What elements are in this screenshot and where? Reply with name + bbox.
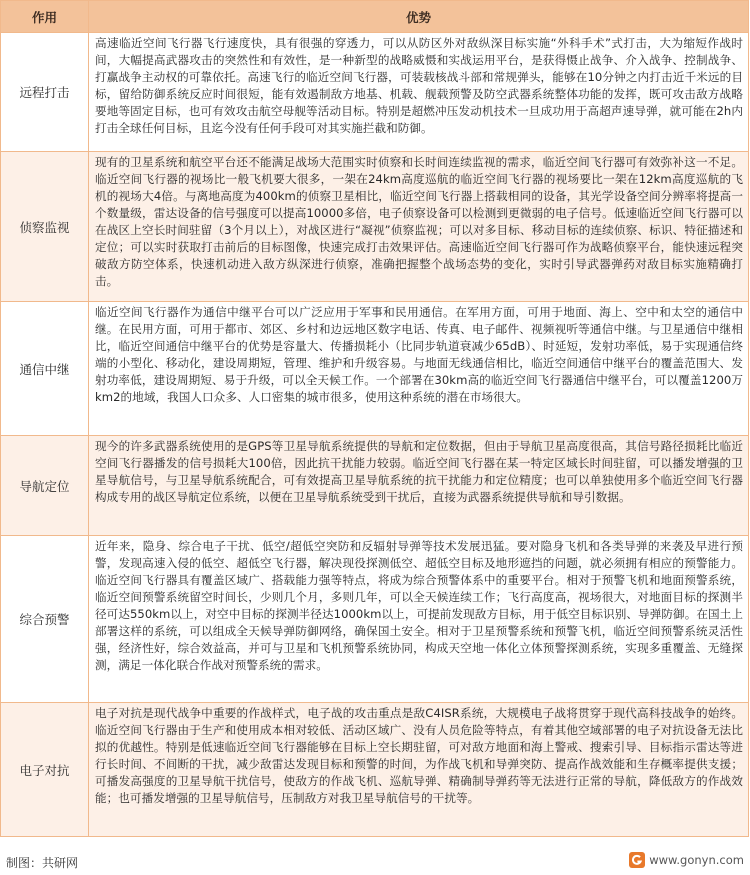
advantage-cell: 临近空间飞行器作为通信中继平台可以广泛应用于军事和民用通信。在军用方面，可用于地面、海上、空中和太空的通信中继。在民用方面，可用于都市、郊区、乡村和边远地区数字电话、传真、电子邮件、视频视听等通信中继。与卫星通信中继相比，临近空间通信中继平台的优势是容量大、传播损耗小（比同步轨道衰减少65dB）、时延短，发射功率低，易于实现通信终端的小型化、移动化，建设周期短，管理、维护和升级容易。与地面无线通信相比，临近空间通信中继平台的覆盖范围大、发射功率低，建设周期短、易于升级，可以全天候工作。一个部署在30km高的临近空间飞行器通信中继平台，可以覆盖1200万km2的地域，我国人口众多、人口密集的城市很多，使用这种系统的潜在市场很大。 bbox=[89, 302, 749, 436]
advantage-cell: 高速临近空间飞行器飞行速度快，具有很强的穿透力，可以从防区外对敌纵深目标实施“外科手术”式打击，大为缩短作战时间，大幅提高武器攻击的突然性和有效性，是一种新型的战略威慑和实战运用平台，是获得慑止战争、介入战争、控制战争、打赢战争主动权的可靠依托。高速飞行的临近空间飞行器，可装载核战斗部和常规弹头，能够在10分钟之内打击近千米远的目标，留给防御系统反应时间很短，能有效遏制敌方地基、机载、舰载预警及防空武器系统整体功能的发挥，既可攻击敌方战略要地等固定目标，也可有效攻击航空母舰等活动目标。特别是超燃冲压发动机技术一旦成功用于高超声速导弹，就可能在2h内打击全球任何目标，且迄今没有任何手段可对其实施拦截和防御。 bbox=[89, 33, 749, 152]
footer bbox=[0, 847, 750, 875]
table-row bbox=[1, 152, 749, 302]
brand bbox=[629, 852, 744, 868]
role-cell: 侦察监视 bbox=[1, 152, 89, 302]
table-row bbox=[1, 302, 749, 436]
table-header-row bbox=[1, 1, 749, 33]
advantage-cell: 电子对抗是现代战争中重要的作战样式，电子战的攻击重点是敌C4ISR系统，大规模电子战将贯穿于现代高科技战争的始终。临近空间飞行器由于生产和使用成本相对较低、活动区域广、没有人员危险等特点，有着其他空域部署的电子对抗设备无法比拟的优越性。特别是低速临近空间飞行器能够在目标上空长期驻留，可对敌方地面和海上警戒、搜索引导、目标指示雷达等进行长时间、不间断的干扰，减少敌雷达发现目标和预警的时间，为作战飞机和导弹突防、提高作战效能和生存概率提供支援；可播发高强度的卫星导航干扰信号，使敌方的作战飞机、巡航导弹、精确制导弹药等无法进行正常的导航，降低敌方的作战效能；也可播发增强的卫星导航信号，压制敌方对我卫星导航信号的干扰等。 bbox=[89, 703, 749, 837]
header-role: 作用 bbox=[1, 1, 89, 33]
table-row bbox=[1, 436, 749, 536]
role-cell: 综合预警 bbox=[1, 536, 89, 703]
site-url: www.gonyn.com bbox=[649, 853, 744, 867]
advantage-cell: 现今的许多武器系统使用的是GPS等卫星导航系统提供的导航和定位数据，但由于导航卫星高度很高，其信号路径损耗比临近空间飞行器播发的信号损耗大100倍，因此抗干扰能力较弱。临近空间飞行器在某一特定区域长时间驻留，可以播发增强的卫星导航信号，与卫星导航系统配合，可有效提高卫星导航系统的抗干扰能力和定位精度；也可以单独使用多个临近空间飞行器构成专用的战区导航定位系统，以便在卫星导航系统受到干扰后，直接为武器系统提供导航和导引数据。 bbox=[89, 436, 749, 536]
table-row bbox=[1, 703, 749, 837]
advantage-cell: 现有的卫星系统和航空平台还不能满足战场大范围实时侦察和长时间连续监视的需求，临近空间飞行器可有效弥补这一不足。临近空间飞行器的视场比一般飞机要大很多，一架在24km高度巡航的临近空间飞行器的视场要比一架在12km高度巡航的飞机的视场大4倍。与离地高度为400km的侦察卫星相比，临近空间飞行器上搭载相同的设备，其光学设备空间分辨率将提高一个数量级，雷达设备的信号强度可以提高10000多倍，电子侦察设备可以检测到更微弱的电子信号。低速临近空间飞行器可以在战区上空长时间驻留（3个月以上），对战区进行“凝视”侦察监视；可以对多目标、移动目标的连续侦察、标识、特征描述和定位；可以实时获取打击前后的目标图像，快速完成打击效果评估。高速临近空间飞行器可作为战略侦察平台，能快速远程突破敌方防空体系，快速机动进入敌方纵深进行侦察，准确把握整个战场态势的变化，实时引导武器弹药对敌目标实施精确打击。 bbox=[89, 152, 749, 302]
gonyn-logo-icon bbox=[629, 852, 645, 868]
role-cell: 远程打击 bbox=[1, 33, 89, 152]
role-cell: 通信中继 bbox=[1, 302, 89, 436]
advantage-cell: 近年来，隐身、综合电子干扰、低空/超低空突防和反辐射导弹等技术发展迅猛。要对隐身飞机和各类导弹的来袭及早进行预警，发现高速入侵的低空、超低空飞行器，解决现役探测低空、超低空目标及地形遮挡的问题，就必须拥有相应的预警能力。临近空间飞行器具有覆盖区域广、搭载能力强等特点，将成为综合预警体系中的重要平台。相对于预警飞机和地面预警系统，临近空间预警系统留空时间长，少则几个月，多则几年，可以全天候连续工作；飞行高度高，视场很大，对地面目标的探测半径可达550km以上，对空中目标的探测半径达1000km以上，可提前发现敌方目标，用于低空目标识别、导弹防御。在国土上部署这样的系统，可以组成全天候导弹防御网络，确保国土安全。相对于卫星预警系统和预警飞机，临近空间预警系统灵活性强，经济性好，综合效益高，并可与卫星和飞机预警系统协同，构成天空地一体化立体预警探测系统，实现多重覆盖、无缝探测，满足一体化联合作战对预警系统的需求。 bbox=[89, 536, 749, 703]
table-row bbox=[1, 33, 749, 152]
chart-credit: 制图：共研网 bbox=[6, 856, 79, 870]
role-cell: 导航定位 bbox=[1, 436, 89, 536]
header-advantage: 优势 bbox=[89, 1, 749, 33]
role-cell: 电子对抗 bbox=[1, 703, 89, 837]
table-row bbox=[1, 536, 749, 703]
